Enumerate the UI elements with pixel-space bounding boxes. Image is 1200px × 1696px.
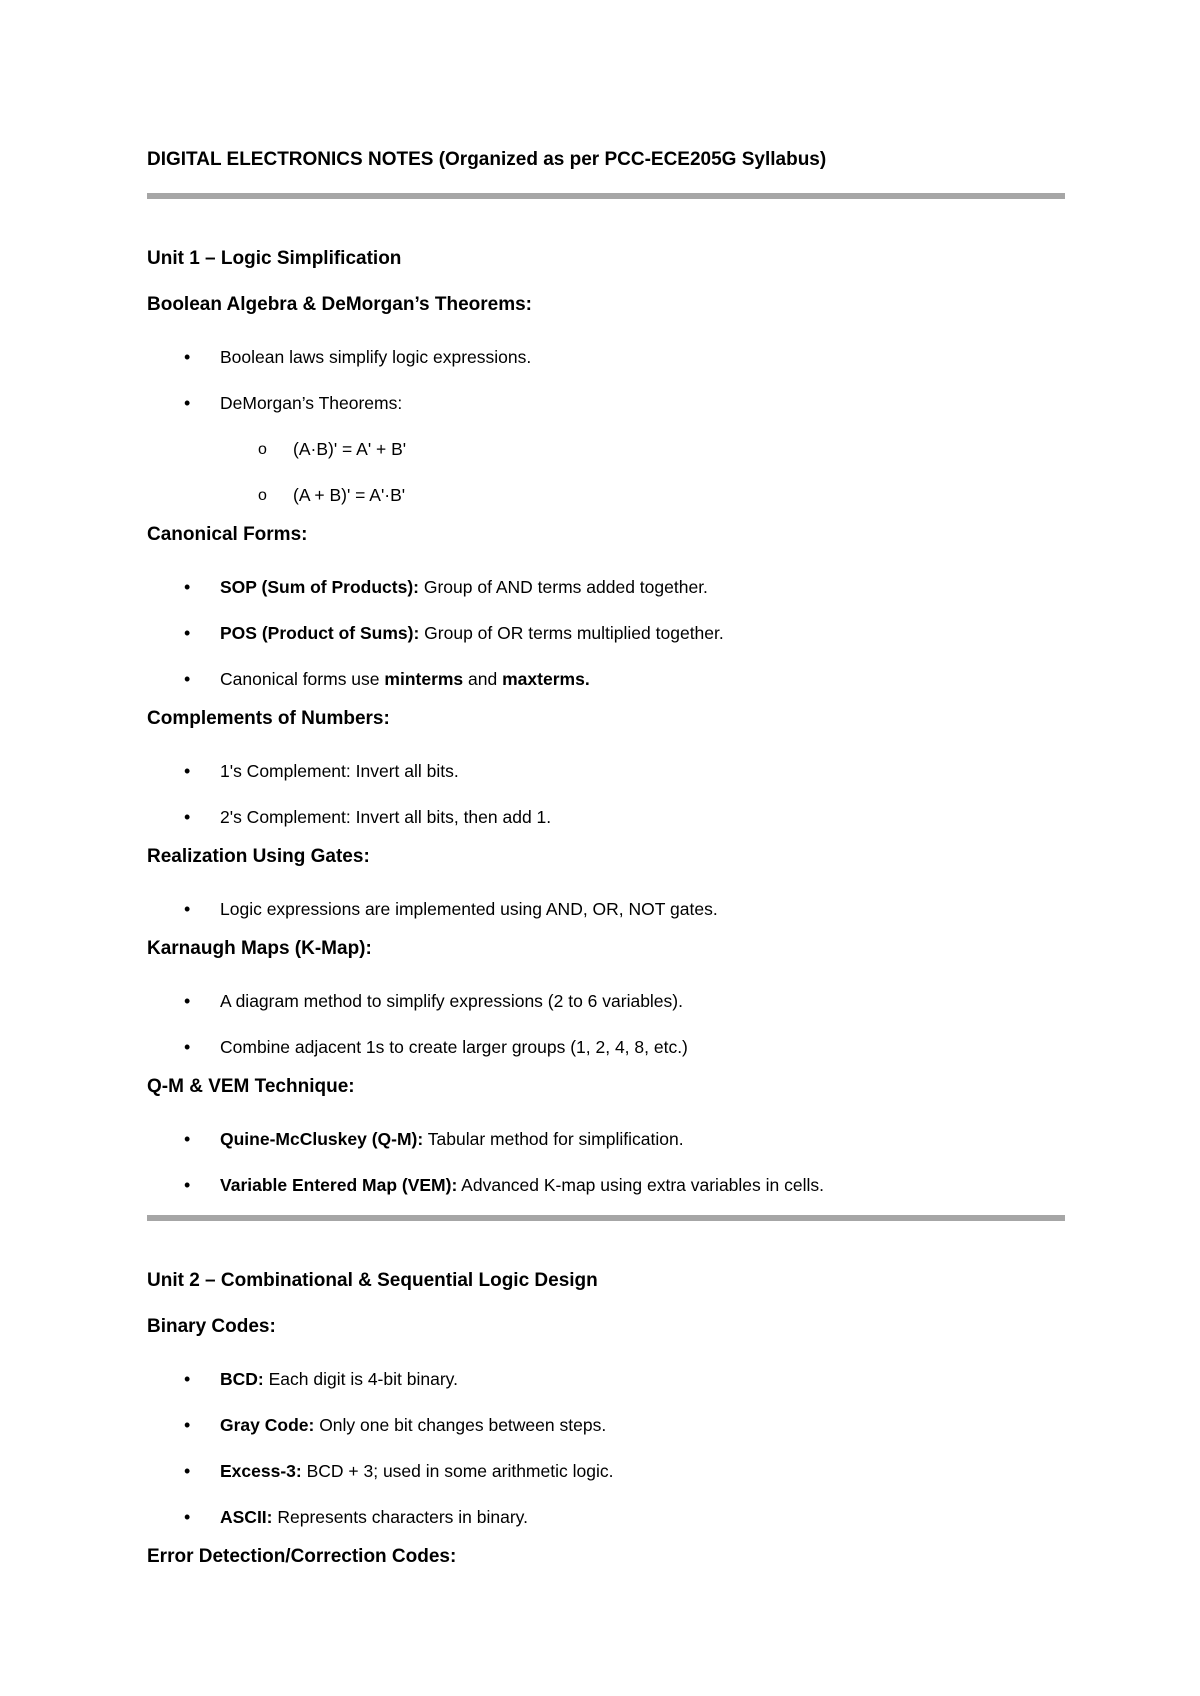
sub-list-item: o (A·B)' = A' + B' [147, 435, 1065, 463]
list-item: • BCD: Each digit is 4-bit binary. [147, 1365, 1065, 1393]
complements-list [147, 757, 1065, 831]
canonical-forms-list [147, 573, 1065, 693]
section-canonical-forms-heading: Canonical Forms: [147, 524, 308, 545]
qm-vem-list [147, 1125, 1065, 1199]
section-qm-vem-heading: Q-M & VEM Technique: [147, 1076, 355, 1097]
list-item: • Gray Code: Only one bit changes between steps. [147, 1411, 1065, 1439]
document-title: DIGITAL ELECTRONICS NOTES (Organized as per PCC-ECE205G Syllabus) [147, 149, 827, 170]
list-item: • Boolean laws simplify logic expressions. [147, 343, 1065, 371]
list-item: • ASCII: Represents characters in binary. [147, 1503, 1065, 1531]
section-gates-heading: Realization Using Gates: [147, 846, 370, 867]
list-item: • SOP (Sum of Products): Group of AND terms added together. [147, 573, 1065, 601]
demorgan-theorems-list [147, 435, 1065, 509]
list-item: • Combine adjacent 1s to create larger groups (1, 2, 4, 8, etc.) [147, 1033, 1065, 1061]
list-item: • 1's Complement: Invert all bits. [147, 757, 1065, 785]
list-item: • POS (Product of Sums): Group of OR terms multiplied together. [147, 619, 1065, 647]
gates-list [147, 895, 1065, 923]
unit-2-title: Unit 2 – Combinational & Sequential Logic Design [147, 1270, 598, 1291]
document-page [147, 140, 1065, 1577]
section-boolean-algebra-heading: Boolean Algebra & DeMorgan’s Theorems: [147, 294, 532, 315]
sub-list-item: o (A + B)' = A'·B' [147, 481, 1065, 509]
list-item: • Excess-3: BCD + 3; used in some arithmetic logic. [147, 1457, 1065, 1485]
list-item: • 2's Complement: Invert all bits, then add 1. [147, 803, 1065, 831]
binary-codes-list [147, 1365, 1065, 1531]
section-binary-codes-heading: Binary Codes: [147, 1316, 276, 1337]
list-item: • A diagram method to simplify expressions (2 to 6 variables). [147, 987, 1065, 1015]
unit-1-title: Unit 1 – Logic Simplification [147, 248, 402, 269]
list-item: • Logic expressions are implemented using AND, OR, NOT gates. [147, 895, 1065, 923]
list-item: • Quine-McCluskey (Q-M): Tabular method for simplification. [147, 1125, 1065, 1153]
kmap-list [147, 987, 1065, 1061]
list-item: • Variable Entered Map (VEM): Advanced K-map using extra variables in cells. [147, 1171, 1065, 1199]
boolean-algebra-list [147, 343, 1065, 417]
section-error-codes-heading: Error Detection/Correction Codes: [147, 1546, 457, 1567]
list-item: • DeMorgan’s Theorems: [147, 389, 1065, 417]
list-item: • Canonical forms use minterms and maxterms. [147, 665, 1065, 693]
section-complements-heading: Complements of Numbers: [147, 708, 390, 729]
section-kmap-heading: Karnaugh Maps (K-Map): [147, 938, 372, 959]
